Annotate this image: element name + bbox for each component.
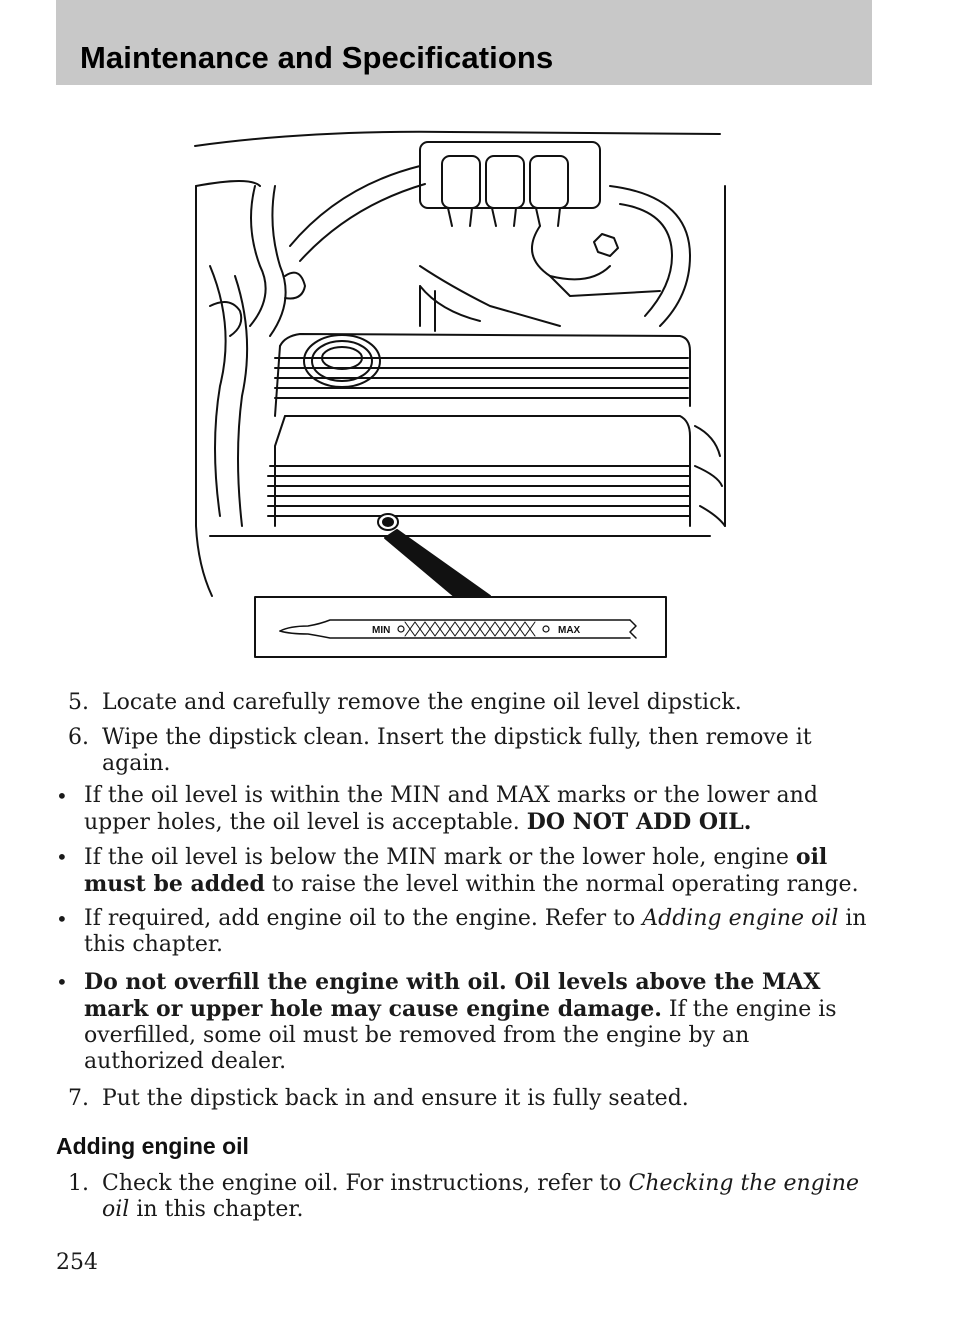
bullet-bold-text: oil must be added (84, 844, 828, 897)
step-6 (68, 725, 873, 777)
bullet-dot: • (56, 907, 68, 931)
step-text: in this chapter. (129, 1197, 304, 1222)
step-number: 5. (68, 690, 89, 715)
bullet-item (56, 783, 874, 836)
engine-dipstick-illustration (190, 126, 735, 666)
page-title: Maintenance and Specifications (80, 40, 554, 75)
section-step-1 (68, 1171, 873, 1223)
bullet-item-warning (56, 969, 874, 1075)
bullet-text: If the engine is overfilled, some oil must be removed from the engine by an authorized dealer. (84, 997, 837, 1074)
bullet-text: in this chapter. (84, 906, 867, 957)
step-text: Locate and carefully remove the engine oil level dipstick. (102, 690, 742, 715)
cross-reference-link: Adding engine oil (642, 906, 839, 931)
section-title: Adding engine oil (56, 1133, 249, 1159)
bullet-text: If required, add engine oil to the engine. Refer to (84, 906, 643, 931)
bullet-bold-text: Do not overfill the engine with oil. Oil levels above the MAX mark or upper hole may cause engine damage. (84, 969, 821, 1022)
step-number: 6. (68, 725, 89, 750)
bullet-bold-text: DO NOT ADD OIL. (526, 809, 752, 835)
bullet-item (56, 844, 874, 898)
bullet-text: to raise the level within the normal operating range. (264, 872, 859, 897)
bullet-text: If the oil level is below the MIN mark or the lower hole, engine (84, 845, 796, 870)
bullet-dot: • (56, 845, 68, 869)
bullet-text: If the oil level is within the MIN and MAX marks or the lower and upper holes, the oil level is acceptable. (84, 783, 818, 835)
step-7 (68, 1086, 873, 1112)
dipstick-min-label: MIN (372, 625, 391, 636)
page-number: 254 (56, 1250, 98, 1275)
step-number: 1. (68, 1171, 89, 1196)
bullet-dot: • (56, 970, 68, 994)
bullet-item (56, 906, 874, 958)
step-text: Check the engine oil. For instructions, refer to (102, 1171, 629, 1196)
header-band (56, 0, 872, 85)
step-5 (68, 690, 873, 716)
dipstick-max-label: MAX (558, 625, 581, 636)
step-text: Put the dipstick back in and ensure it is fully seated. (102, 1086, 689, 1111)
cross-reference-link: Checking the engine oil (102, 1171, 859, 1222)
bullet-dot: • (56, 784, 68, 808)
step-text: Wipe the dipstick clean. Insert the dipstick fully, then remove it again. (102, 725, 812, 776)
step-number: 7. (68, 1086, 89, 1111)
